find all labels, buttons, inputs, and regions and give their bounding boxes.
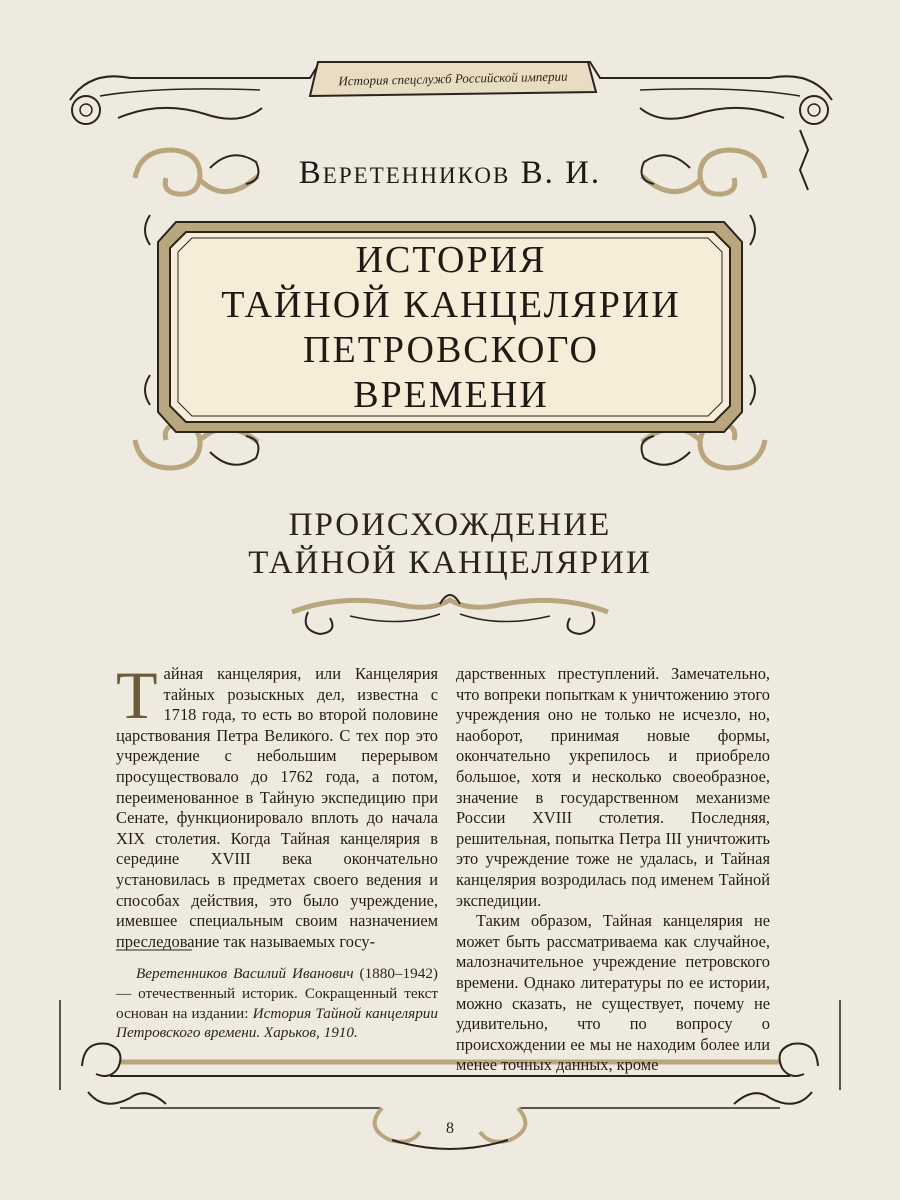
- series-label: История спецслужб Российской империи: [338, 68, 568, 89]
- body-paragraph: дарственных преступлений. Замечательно, что вопреки попыткам к уничтожению этого учреждения оно не только не исчезло, но, наоборот, принимая новые формы, окончательно укрепилось и приобрело большое, хотя и несколько своеобразное, значение в государственном механизме России XVIII столетия. Последняя, решительная, попытка Петра III уничтожить это учреждение тоже не удалась, и Тайная канцелярия возродилась под именем Тайной экспедиции.: [456, 664, 770, 910]
- footnote-source: История Тайной канцелярии Петровского времени. Харьков, 1910.: [116, 1004, 438, 1042]
- author-name: Веретенников В. И.: [298, 155, 602, 191]
- body-paragraph: Таким образом, Тайная канцелярия не может быть рассматриваема как случайное, малозначительное учреждение петровского времени. Однако литературы по ее истории, можно сказать, не существует, почему не удивительно, что по вопросу о происхождении ее мы не находим более или менее точных данных, кроме: [456, 911, 770, 1075]
- book-title-line: ИСТОРИЯ: [355, 239, 547, 281]
- body-paragraph: [116, 657, 438, 952]
- book-title: [206, 238, 696, 416]
- footnote-author: Веретенников Василий Иванович: [136, 965, 354, 982]
- drop-cap: Т: [116, 657, 158, 733]
- book-title-line: ТАЙНОЙ КАНЦЕЛЯРИИ: [221, 284, 681, 326]
- chapter-title-line: ПРОИСХОЖДЕНИЕ: [288, 507, 612, 543]
- footnote: [116, 964, 438, 1043]
- body-column-right: [456, 664, 770, 1076]
- chapter-title-line: ТАЙНОЙ КАНЦЕЛЯРИИ: [248, 545, 652, 581]
- book-title-line: ПЕТРОВСКОГО ВРЕМЕНИ: [303, 329, 599, 416]
- footnote-years: (1880–1942): [359, 965, 438, 982]
- body-text: айная канцелярия, или Канцелярия тайных розыскных дел, известна с 1718 года, то есть во второй половине царствования Петра Великого. С тех пор это учреждение с небольшим перерывом просуществовало до 1762 года, а потом, переименованное в Тайную экспедицию при Сенате, функционировало вплоть до начала XIX столетия. Когда Тайная канцелярия в середине XVIII века окончательно установилась в предметах своего ведения и способах действия, это было учреждение, имевшее специальным своим назначением преследование так называемых госу-: [116, 664, 438, 951]
- page-number: 8: [446, 1120, 454, 1137]
- chapter-ornament: [292, 595, 608, 634]
- footnote-text: — отечественный историк. Сокращенный текст основан на издании:: [116, 984, 438, 1022]
- body-column-left: [116, 657, 438, 952]
- chapter-title: [230, 506, 670, 586]
